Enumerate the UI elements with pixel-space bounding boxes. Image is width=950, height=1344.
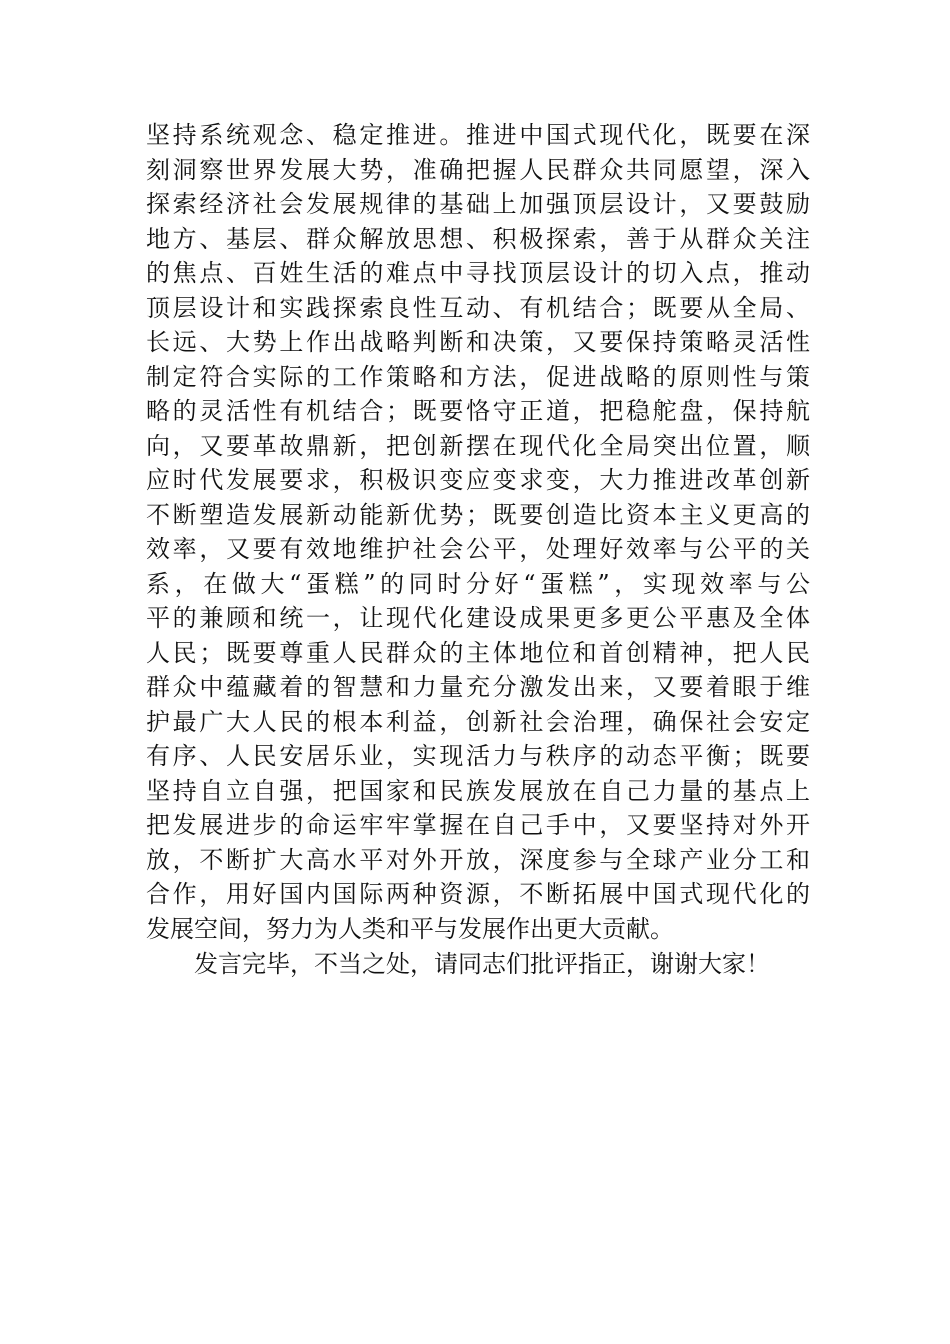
paragraph-line: 放，不断扩大高水平对外开放，深度参与全球产业分工和 [146,845,810,874]
paragraph-line: 平的兼顾和统一，让现代化建设成果更多更公平惠及全体 [146,604,810,632]
paragraph-line: 的焦点、百姓生活的难点中寻找顶层设计的切入点，推动 [146,259,810,287]
paragraph-line: 顶层设计和实践探索良性互动、有机结合；既要从全局、 [146,293,810,322]
paragraph-line: 有序、人民安居乐业，实现活力与秩序的动态平衡；既要 [146,742,810,770]
main-paragraph [146,118,810,946]
paragraph-line: 不断塑造发展新动能新优势；既要创造比资本主义更高的 [146,500,810,529]
paragraph-line: 制定符合实际的工作策略和方法，促进战略的原则性与策 [146,362,810,391]
paragraph-line: 地方、基层、群众解放思想、积极探索，善于从群众关注 [146,224,810,253]
paragraph-line: 合作，用好国内国际两种资源，不断拓展中国式现代化的 [146,880,810,908]
paragraph-line: 效率，又要有效地维护社会公平，处理好效率与公平的关 [146,535,810,563]
paragraph-line: 长远、大势上作出战略判断和决策，又要保持策略灵活性 [146,328,810,356]
paragraph-line: 坚持自立自强，把国家和民族发展放在自己力量的基点上 [146,776,810,805]
paragraph-line: 把发展进步的命运牢牢掌握在自己手中，又要坚持对外开 [146,811,810,839]
paragraph-line: 应时代发展要求，积极识变应变求变，大力推进改革创新 [146,466,810,494]
paragraph-line: 系，在做大“蛋糕”的同时分好“蛋糕”，实现效率与公 [146,569,810,598]
paragraph-line: 群众中蕴藏着的智慧和力量充分激发出来，又要着眼于维 [146,673,810,701]
paragraph-line: 坚持系统观念、稳定推进。推进中国式现代化，既要在深 [146,121,810,149]
document-body [146,118,810,982]
closing-remark: 发言完毕，不当之处，请同志们批评指正，谢谢大家！ [194,950,770,978]
paragraph-line: 刻洞察世界发展大势，准确把握人民群众共同愿望，深入 [146,155,810,184]
paragraph-line: 发展空间，努力为人类和平与发展作出更大贡献。 [146,914,674,943]
paragraph-line: 护最广大人民的根本利益，创新社会治理，确保社会安定 [146,707,810,736]
paragraph-line: 人民；既要尊重人民群众的主体地位和首创精神，把人民 [146,638,810,667]
paragraph-line: 探索经济社会发展规律的基础上加强顶层设计，又要鼓励 [146,190,810,218]
paragraph-line: 略的灵活性有机结合；既要恪守正道，把稳舵盘，保持航 [146,397,810,425]
paragraph-line: 向，又要革故鼎新，把创新摆在现代化全局突出位置，顺 [146,431,810,460]
